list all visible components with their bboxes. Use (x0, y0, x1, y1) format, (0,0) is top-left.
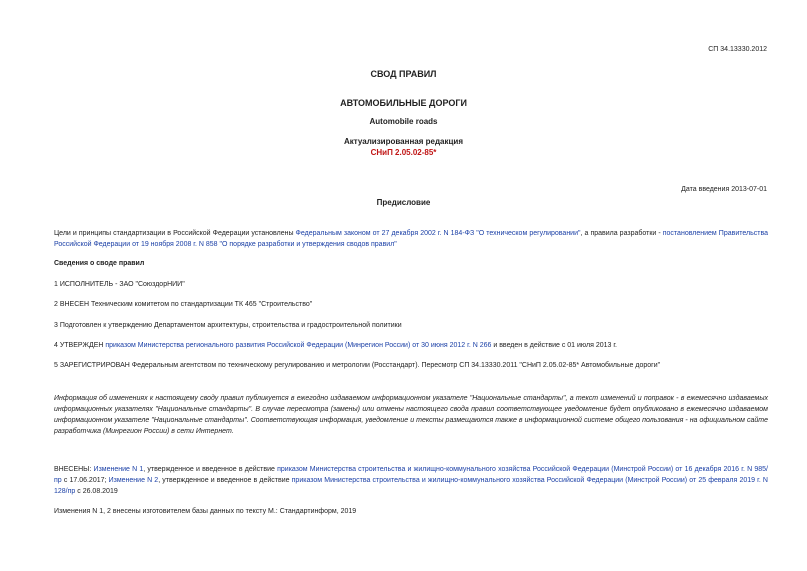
database-note: Изменения N 1, 2 внесены изготовителем базы данных по тексту М.: Стандартинформ, 2019 (54, 508, 357, 515)
code-set-title: СВОД ПРАВИЛ (370, 69, 437, 79)
amendment-2-link[interactable]: Изменение N 2 (108, 477, 159, 484)
item-5-registered: 5 ЗАРЕГИСТРИРОВАН Федеральным агентством по техническому регулированию и метрологии (Росстандарт). Пересмотр СП 34.13330.2011 "СНиП 2.05.02-85* Автомобильные дороги" (54, 362, 661, 369)
government-decree-link[interactable]: постановлением Правительства Российской Федерации от 19 ноября 2008 г. N 858 "О порядке разработки и утверждения сводов правил" (54, 230, 768, 248)
amendments-text-3: с 17.06.2017; (61, 477, 109, 484)
item-3-prepared: 3 Подготовлен к утверждению Департаментом архитектуры, строительства и градостроительной политики (54, 322, 402, 329)
item-4-suffix: и введен в действие с 01 июля 2013 г. (491, 342, 617, 349)
item-4-approved (54, 342, 617, 349)
item-1-executor: 1 ИСПОЛНИТЕЛЬ - ЗАО "СоюздорНИИ" (54, 281, 185, 288)
amendments-text-2: , утвержденное и введенное в действие (143, 466, 278, 473)
amendments-prefix: ВНЕСЕНЫ: (54, 466, 94, 473)
snip-reference: СНиП 2.05.02-85* (370, 148, 437, 157)
amendments-text-4: , утвержденное и введенное в действие (158, 477, 292, 484)
document-code: СП 34.13330.2012 (708, 46, 767, 53)
introduction-date: Дата введения 2013-07-01 (681, 186, 767, 193)
changes-notice: Информация об изменениях к настоящему своду правил публикуется в ежегодно издаваемом информационном указателе "Национальные стандарты", а текст изменений и поправок - в ежемесячно издаваемых информационных указателях "Национальные стандарты". В случае пересмотра (замены) или отмены настоящего свода правил соответствующее уведомление будет опубликовано в ежемесячно издаваемом информационном указателе "Национальные стандарты". Соответствующая информация, уведомление и тексты размещаются также в информационной системе общего пользования - на официальном сайте разработчика (Минрегион России) в сети Интернет. (54, 395, 768, 435)
item-4-prefix: 4 УТВЕРЖДЕН (54, 342, 106, 349)
document-title-english: Automobile roads (369, 117, 438, 126)
foreword-paragraph (54, 228, 768, 250)
info-heading: Сведения о своде правил (54, 260, 145, 267)
order-266-link[interactable]: приказом Министерства регионального развития Российской Федерации (Минрегион России) от 30 июня 2012 г. N 266 (105, 342, 492, 349)
edition-label: Актуализированная редакция (344, 137, 463, 146)
federal-law-link[interactable]: Федеральным законом от 27 декабря 2002 г. N 184-ФЗ "О техническом регулировании" (295, 230, 581, 237)
foreword-text-2: , а правила разработки - (580, 230, 663, 237)
document-title: АВТОМОБИЛЬНЫЕ ДОРОГИ (340, 98, 467, 108)
foreword-title: Предисловие (376, 198, 431, 207)
order-128-link[interactable]: приказом Министерства строительства и жилищно-коммунального хозяйства Российской Федерации (Минстрой России) от 25 февраля 2019 г. N 128/пр (54, 477, 768, 495)
order-985-link[interactable]: приказом Министерства строительства и жилищно-коммунального хозяйства Российской Федерации (Минстрой России) от 16 декабря 2016 г. N 985/пр (54, 466, 769, 484)
item-2-submitted: 2 ВНЕСЕН Техническим комитетом по стандартизации ТК 465 "Строительство" (54, 301, 313, 308)
amendment-1-link[interactable]: Изменение N 1 (93, 466, 144, 473)
foreword-text-1: Цели и принципы стандартизации в Российской Федерации установлены (54, 230, 296, 237)
amendments-text-5: с 26.08.2019 (75, 488, 118, 495)
amendments-paragraph (54, 464, 768, 497)
